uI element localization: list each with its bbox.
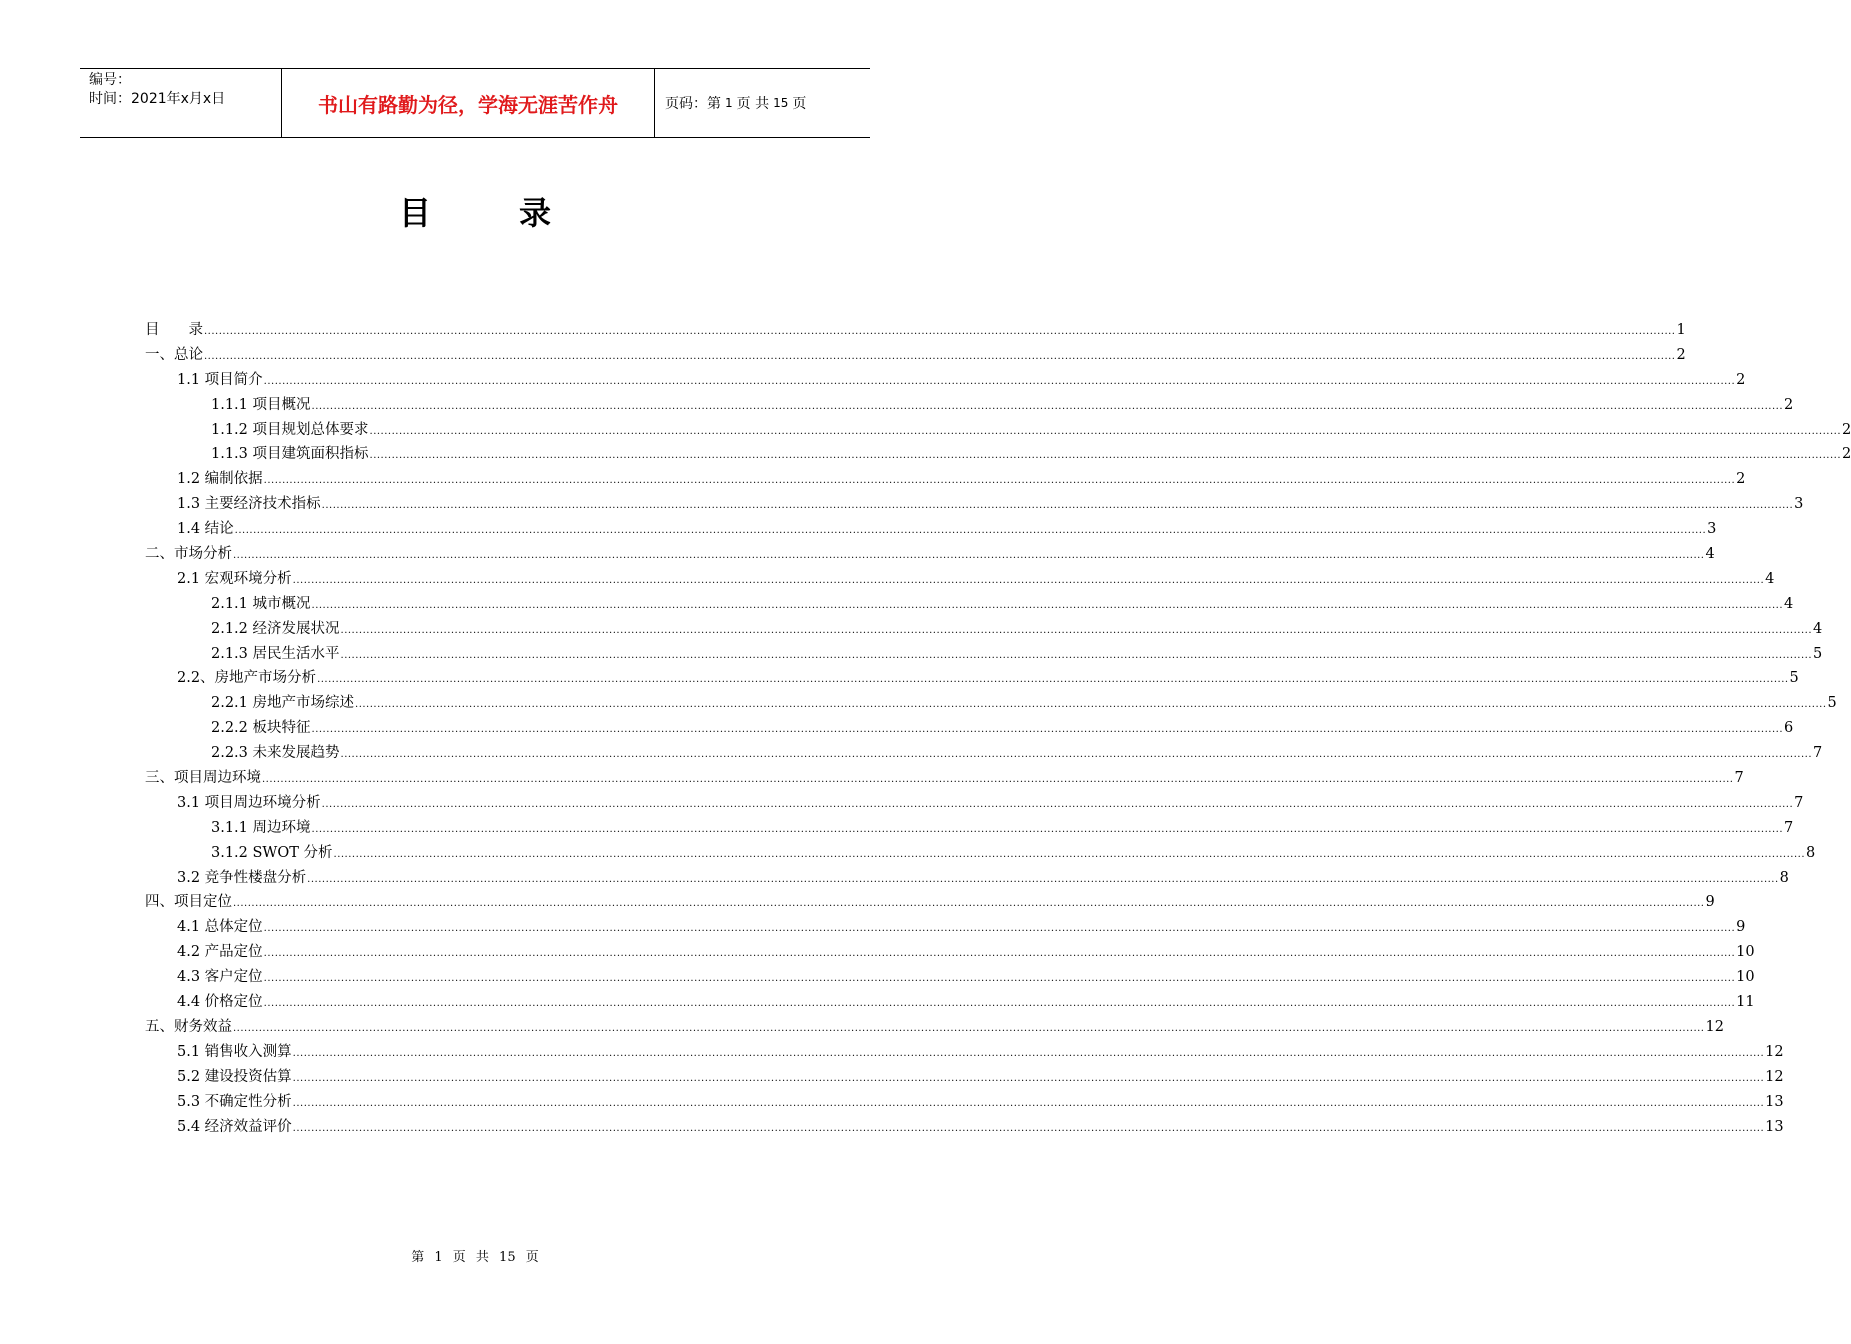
toc-entry-title: 四、项目定位 <box>145 894 232 911</box>
toc-entry-title: 1.1 项目简介 <box>177 371 263 388</box>
toc-leader-dots: ................................................................................................................................................................................................................................................................................................................................................................................................................ <box>262 774 1734 786</box>
page-header <box>80 68 870 138</box>
toc-entry-title: 三、项目周边环境 <box>145 770 261 787</box>
toc-entry-page: 9 <box>1705 894 1715 911</box>
toc-entry-page: 2 <box>1736 471 1746 488</box>
toc-entry-title: 1.1.1 项目概况 <box>211 396 311 413</box>
toc-leader-dots: ................................................................................................................................................................................................................................................................................................................................................................................................................ <box>307 873 1779 885</box>
toc-leader-dots: ................................................................................................................................................................................................................................................................................................................................................................................................................ <box>234 525 1707 537</box>
toc-entry-page: 5 <box>1827 695 1837 712</box>
toc-entry-page: 8 <box>1806 844 1816 861</box>
toc-leader-dots: ................................................................................................................................................................................................................................................................................................................................................................................................................ <box>292 574 1765 586</box>
toc-entry-page: 6 <box>1784 720 1794 737</box>
toc-entry[interactable] <box>145 866 1789 891</box>
page-total: 15 <box>773 96 789 110</box>
toc-leader-dots: ................................................................................................................................................................................................................................................................................................................................................................................................................ <box>369 425 1841 437</box>
toc-entry[interactable] <box>145 1015 1724 1040</box>
toc-entry[interactable] <box>145 617 1823 642</box>
toc-entry-title: 2.1.2 经济发展状况 <box>211 620 340 637</box>
toc-entry[interactable] <box>145 368 1746 393</box>
toc-entry[interactable] <box>145 691 1837 716</box>
document-date: 时间：2021年x月x日 <box>89 91 226 107</box>
toc-leader-dots: ................................................................................................................................................................................................................................................................................................................................................................................................................ <box>204 350 1676 362</box>
toc-leader-dots: ................................................................................................................................................................................................................................................................................................................................................................................................................ <box>292 1047 1765 1059</box>
page-title: 目录 <box>398 194 639 232</box>
toc-entry[interactable] <box>145 442 1851 467</box>
toc-entry-title: 4.1 总体定位 <box>177 919 263 936</box>
toc-entry[interactable] <box>145 542 1715 567</box>
toc-leader-dots: ................................................................................................................................................................................................................................................................................................................................................................................................................ <box>311 599 1783 611</box>
header-page-info <box>655 69 870 137</box>
toc-entry-page: 2 <box>1842 421 1851 438</box>
toc-entry-title: 2.1 宏观环境分析 <box>177 570 292 587</box>
page-footer: 第 1 页 共 15 页 <box>411 1250 539 1265</box>
toc-entry-title: 4.3 客户定位 <box>177 969 263 986</box>
toc-leader-dots: ................................................................................................................................................................................................................................................................................................................................................................................................................ <box>340 624 1812 636</box>
toc-entry-title: 2.2.3 未来发展趋势 <box>211 745 340 762</box>
toc-entry-title: 3.1 项目周边环境分析 <box>177 794 321 811</box>
toc-leader-dots: ................................................................................................................................................................................................................................................................................................................................................................................................................ <box>233 898 1705 910</box>
toc-entry-title: 3.1.1 周边环境 <box>211 819 311 836</box>
toc-leader-dots: ................................................................................................................................................................................................................................................................................................................................................................................................................ <box>292 1097 1765 1109</box>
toc-entry-page: 11 <box>1736 994 1755 1011</box>
toc-entry-page: 2 <box>1676 346 1686 363</box>
toc-leader-dots: ................................................................................................................................................................................................................................................................................................................................................................................................................ <box>321 500 1794 512</box>
header-meta <box>80 69 282 137</box>
toc-entry[interactable] <box>145 642 1823 667</box>
header-motto: 书山有路勤为径，学海无涯苦作舟 <box>282 69 655 137</box>
toc-entry[interactable] <box>145 890 1715 915</box>
toc-entry-page: 4 <box>1784 595 1794 612</box>
toc-leader-dots: ................................................................................................................................................................................................................................................................................................................................................................................................................ <box>263 923 1736 935</box>
toc-entry[interactable] <box>145 592 1794 617</box>
toc-entry-title: 2.2、房地产市场分析 <box>177 670 317 687</box>
toc-entry[interactable] <box>145 343 1686 368</box>
toc-entry-page: 4 <box>1813 620 1823 637</box>
table-of-contents <box>145 318 1851 1139</box>
toc-entry-title: 1.4 结论 <box>177 521 234 538</box>
toc-leader-dots: ................................................................................................................................................................................................................................................................................................................................................................................................................ <box>263 475 1736 487</box>
toc-entry[interactable] <box>145 741 1823 766</box>
toc-entry-page: 12 <box>1705 1018 1724 1035</box>
toc-entry-title: 5.4 经济效益评价 <box>177 1118 292 1135</box>
toc-entry-title: 2.2.1 房地产市场综述 <box>211 695 355 712</box>
toc-entry[interactable] <box>145 666 1799 691</box>
toc-entry-page: 3 <box>1707 521 1717 538</box>
toc-entry[interactable] <box>145 418 1851 443</box>
toc-leader-dots: ................................................................................................................................................................................................................................................................................................................................................................................................................ <box>263 998 1736 1010</box>
toc-entry[interactable] <box>145 816 1794 841</box>
toc-entry-title: 3.1.2 SWOT 分析 <box>211 844 333 861</box>
toc-entry-page: 7 <box>1784 819 1794 836</box>
toc-leader-dots: ................................................................................................................................................................................................................................................................................................................................................................................................................ <box>321 798 1794 810</box>
toc-entry-title: 4.2 产品定位 <box>177 944 263 961</box>
toc-entry[interactable] <box>145 940 1755 965</box>
page-suffix: 页 <box>792 96 807 112</box>
toc-entry-title: 目 录 <box>145 322 203 338</box>
toc-leader-dots: ................................................................................................................................................................................................................................................................................................................................................................................................................ <box>263 375 1736 387</box>
toc-entry-title: 5.2 建设投资估算 <box>177 1068 292 1085</box>
toc-leader-dots: ................................................................................................................................................................................................................................................................................................................................................................................................................ <box>355 699 1827 711</box>
toc-entry-page: 12 <box>1765 1068 1784 1085</box>
toc-entry-page: 5 <box>1789 670 1799 687</box>
toc-entry-page: 10 <box>1736 944 1755 961</box>
toc-entry-title: 2.2.2 板块特征 <box>211 720 311 737</box>
toc-leader-dots: ................................................................................................................................................................................................................................................................................................................................................................................................................ <box>292 1072 1765 1084</box>
toc-leader-dots: ................................................................................................................................................................................................................................................................................................................................................................................................................ <box>292 1122 1765 1134</box>
toc-entry[interactable] <box>145 766 1744 791</box>
toc-entry-page: 13 <box>1765 1093 1784 1110</box>
toc-entry[interactable] <box>145 1065 1784 1090</box>
toc-entry-title: 1.2 编制依据 <box>177 471 263 488</box>
toc-entry-title: 1.1.3 项目建筑面积指标 <box>211 446 369 463</box>
toc-entry-page: 12 <box>1765 1043 1784 1060</box>
toc-leader-dots: ................................................................................................................................................................................................................................................................................................................................................................................................................ <box>340 749 1812 761</box>
toc-entry[interactable] <box>145 915 1746 940</box>
toc-entry[interactable] <box>145 393 1794 418</box>
toc-entry[interactable] <box>145 517 1717 542</box>
toc-entry-page: 10 <box>1736 969 1755 986</box>
toc-entry-page: 4 <box>1705 546 1715 563</box>
toc-leader-dots: ................................................................................................................................................................................................................................................................................................................................................................................................................ <box>333 848 1805 860</box>
toc-entry-page: 13 <box>1765 1118 1784 1135</box>
toc-entry[interactable] <box>145 318 1686 343</box>
page-mid: 页 共 <box>736 96 770 112</box>
toc-entry-page: 7 <box>1794 794 1804 811</box>
toc-leader-dots: ................................................................................................................................................................................................................................................................................................................................................................................................................ <box>233 1022 1705 1034</box>
toc-entry-title: 一、总论 <box>145 346 203 363</box>
toc-entry[interactable] <box>145 1040 1784 1065</box>
toc-leader-dots: ................................................................................................................................................................................................................................................................................................................................................................................................................ <box>263 973 1736 985</box>
toc-leader-dots: ................................................................................................................................................................................................................................................................................................................................................................................................................ <box>340 649 1812 661</box>
toc-entry-page: 2 <box>1784 396 1794 413</box>
toc-entry[interactable] <box>145 467 1746 492</box>
toc-entry[interactable] <box>145 990 1755 1015</box>
toc-entry-title: 4.4 价格定位 <box>177 994 263 1011</box>
toc-entry-page: 8 <box>1779 869 1789 886</box>
toc-leader-dots: ................................................................................................................................................................................................................................................................................................................................................................................................................ <box>311 823 1783 835</box>
toc-entry-page: 7 <box>1734 770 1744 787</box>
toc-entry[interactable] <box>145 716 1794 741</box>
toc-entry-title: 五、财务效益 <box>145 1018 232 1035</box>
toc-leader-dots: ................................................................................................................................................................................................................................................................................................................................................................................................................ <box>311 400 1783 412</box>
toc-entry-title: 1.3 主要经济技术指标 <box>177 496 321 513</box>
toc-entry-title: 5.1 销售收入测算 <box>177 1043 292 1060</box>
toc-leader-dots: ................................................................................................................................................................................................................................................................................................................................................................................................................ <box>263 948 1736 960</box>
toc-leader-dots: ................................................................................................................................................................................................................................................................................................................................................................................................................ <box>204 326 1676 337</box>
page-current: 1 <box>725 96 733 110</box>
toc-leader-dots: ................................................................................................................................................................................................................................................................................................................................................................................................................ <box>233 550 1705 562</box>
toc-entry-title: 3.2 竞争性楼盘分析 <box>177 869 307 886</box>
toc-entry[interactable] <box>145 492 1804 517</box>
toc-entry-title: 5.3 不确定性分析 <box>177 1093 292 1110</box>
toc-entry[interactable] <box>145 841 1816 866</box>
toc-entry-page: 4 <box>1765 570 1775 587</box>
toc-entry-page: 2 <box>1736 371 1746 388</box>
toc-entry[interactable] <box>145 791 1804 816</box>
toc-entry-page: 5 <box>1813 645 1823 662</box>
toc-entry-title: 二、市场分析 <box>145 546 232 563</box>
toc-entry[interactable] <box>145 1090 1784 1115</box>
toc-entry-page: 1 <box>1676 322 1686 338</box>
toc-entry-page: 9 <box>1736 919 1746 936</box>
page-prefix: 页码：第 <box>665 96 721 112</box>
toc-leader-dots: ................................................................................................................................................................................................................................................................................................................................................................................................................ <box>317 674 1789 686</box>
document-number-label: 编号： <box>89 72 131 88</box>
toc-leader-dots: ................................................................................................................................................................................................................................................................................................................................................................................................................ <box>369 450 1841 462</box>
toc-entry-title: 2.1.1 城市概况 <box>211 595 311 612</box>
toc-entry-title: 1.1.2 项目规划总体要求 <box>211 421 369 438</box>
toc-entry-title: 2.1.3 居民生活水平 <box>211 645 340 662</box>
toc-entry[interactable] <box>145 965 1755 990</box>
toc-entry-page: 3 <box>1794 496 1804 513</box>
toc-entry-page: 7 <box>1813 745 1823 762</box>
toc-entry[interactable] <box>145 567 1775 592</box>
toc-entry[interactable] <box>145 1115 1784 1140</box>
toc-entry-page: 2 <box>1842 446 1851 463</box>
toc-leader-dots: ................................................................................................................................................................................................................................................................................................................................................................................................................ <box>311 724 1783 736</box>
